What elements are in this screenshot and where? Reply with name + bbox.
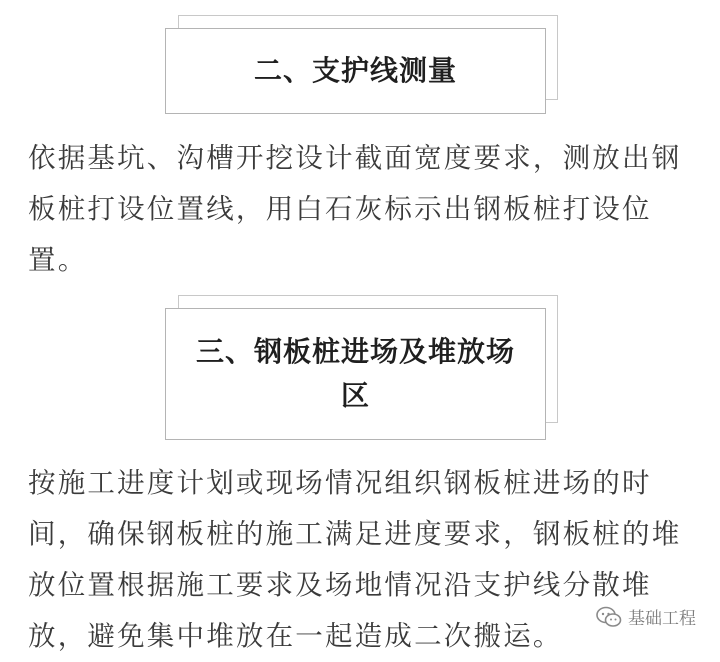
box-frame: [165, 28, 546, 114]
section3-heading-line2: 区: [340, 379, 370, 412]
watermark-text: 基础工程: [628, 609, 696, 629]
watermark: [596, 604, 696, 629]
section3-heading-line1: 三、钢板桩进场及堆放场: [195, 335, 515, 368]
wechat-icon: [596, 606, 622, 628]
section3-body: 按施工进度计划或现场情况组织钢板桩进场的时间，确保钢板桩的施工满足进度要求，钢板桩的堆放位置根据施工要求及场地情况沿支护线分散堆放，避免集中堆放在一起造成二次搬运。: [28, 467, 682, 652]
box-frame: [165, 308, 546, 440]
section2-body: 依据基坑、沟槽开挖设计截面宽度要求，测放出钢板桩打设位置线，用白石灰标示出钢板桩打设位置。: [28, 142, 682, 276]
section2-heading: 二、支护线测量: [253, 54, 457, 87]
